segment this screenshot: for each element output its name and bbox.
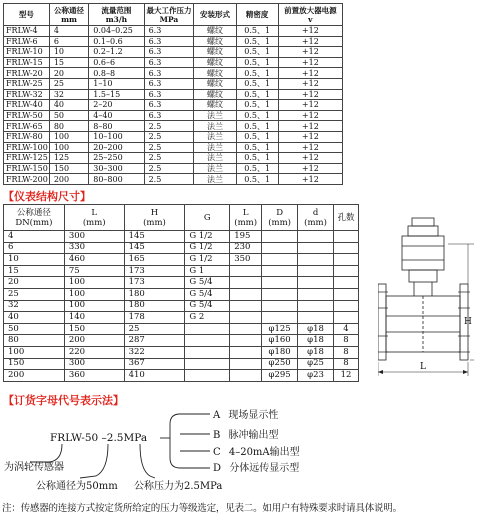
table-cell — [230, 288, 262, 300]
table-cell: φ250 — [262, 358, 298, 370]
table-cell — [298, 231, 334, 243]
table-cell — [185, 335, 230, 347]
table-cell: 230 — [230, 242, 262, 254]
dimension-table-header-cell: 公称通径 DN(mm) — [4, 205, 65, 231]
table-cell: 173 — [124, 265, 185, 277]
drawing-label-l: L — [420, 362, 426, 372]
table-cell: 6.3 — [144, 78, 194, 89]
dimension-table-header-cell: G — [185, 205, 230, 231]
table-cell: 螺纹 — [194, 36, 236, 47]
table-cell: 法兰 — [194, 121, 236, 132]
table-cell: 1–10 — [89, 78, 144, 89]
label-sensor: 为涡轮传感器 — [4, 462, 64, 473]
table-cell — [334, 231, 359, 243]
table-cell: 20–200 — [89, 142, 144, 153]
table-row — [4, 153, 343, 164]
table-row — [4, 358, 359, 370]
table-row — [4, 47, 343, 58]
table-cell: 287 — [124, 335, 185, 347]
dimension-table-header-cell: 孔数 — [334, 205, 359, 231]
table-row — [4, 312, 359, 324]
table-cell — [334, 277, 359, 289]
label-pressure: 公称压力为2.5MPa — [134, 481, 223, 492]
table-cell: 2.5 — [144, 142, 194, 153]
table-cell: 125 — [49, 153, 88, 164]
table-cell: 0.6–6 — [89, 57, 144, 68]
table-cell: φ160 — [262, 335, 298, 347]
table-cell: 10–100 — [89, 131, 144, 142]
table-cell: 0.5、1 — [236, 47, 278, 58]
spec-table-header-cell: 公称通径 mm — [49, 4, 88, 26]
table-cell: 150 — [64, 323, 124, 335]
table-cell: 1.5–15 — [89, 89, 144, 100]
table-cell — [334, 300, 359, 312]
table-cell: 6 — [49, 36, 88, 47]
table-row — [4, 370, 359, 382]
dimension-table-header-cell: L (mm) — [64, 205, 124, 231]
table-cell: 100 — [64, 300, 124, 312]
spec-table-header — [4, 4, 343, 26]
table-cell: 40 — [4, 312, 65, 324]
table-cell — [230, 265, 262, 277]
table-cell: FRLW-6 — [4, 36, 50, 47]
table-cell: FRLW-10 — [4, 47, 50, 58]
table-row — [4, 335, 359, 347]
dimension-table-header-cell: D (mm) — [262, 205, 298, 231]
table-cell: +12 — [278, 68, 342, 79]
table-cell: 0.8–8 — [89, 68, 144, 79]
table-cell — [185, 346, 230, 358]
table-cell — [334, 265, 359, 277]
table-cell: 178 — [124, 312, 185, 324]
table-cell: 0.5、1 — [236, 36, 278, 47]
table-cell — [230, 335, 262, 347]
table-cell: 300 — [64, 231, 124, 243]
table-cell: FRLW-50 — [4, 110, 50, 121]
table-cell: 140 — [64, 312, 124, 324]
table-cell: +12 — [278, 142, 342, 153]
order-code-connector-lines — [0, 400, 230, 495]
table-cell: 0.5、1 — [236, 68, 278, 79]
table-cell: 40 — [49, 100, 88, 111]
table-cell: φ125 — [262, 323, 298, 335]
table-row — [4, 100, 343, 111]
table-row — [4, 277, 359, 289]
table-cell: 0.5、1 — [236, 121, 278, 132]
order-option-label: 4–20mA输出型 — [228, 447, 300, 458]
table-cell: G 1 — [185, 265, 230, 277]
diameter-connector — [80, 444, 108, 478]
table-cell: 460 — [64, 254, 124, 266]
dimension-table-header-cell: H (mm) — [124, 205, 185, 231]
table-cell: 360 — [64, 370, 124, 382]
table-cell: G 1/2 — [185, 231, 230, 243]
table-cell: 200 — [49, 174, 88, 185]
table-row — [4, 288, 359, 300]
table-row — [4, 346, 359, 358]
table-cell: 180 — [124, 288, 185, 300]
table-cell — [298, 288, 334, 300]
table-cell: 32 — [49, 89, 88, 100]
table-cell: 100 — [4, 346, 65, 358]
table-row — [4, 121, 343, 132]
table-row — [4, 36, 343, 47]
table-cell: 10 — [49, 47, 88, 58]
table-row — [4, 231, 359, 243]
table-cell: 25–250 — [89, 153, 144, 164]
spec-table — [3, 3, 343, 185]
table-cell: 145 — [124, 242, 185, 254]
order-code-section-title: 【订货字母代号表示法】 — [3, 394, 124, 407]
pressure-connector — [140, 444, 155, 478]
table-cell: FRLW-40 — [4, 100, 50, 111]
table-cell: 0.2–1.2 — [89, 47, 144, 58]
table-cell: 10 — [4, 254, 65, 266]
table-cell — [262, 242, 298, 254]
table-cell: φ18 — [298, 335, 334, 347]
table-cell — [334, 288, 359, 300]
table-row — [4, 323, 359, 335]
table-cell — [230, 346, 262, 358]
table-cell: 30–300 — [89, 163, 144, 174]
dimension-table-header-cell: d (mm) — [298, 205, 334, 231]
table-cell: 0.5、1 — [236, 110, 278, 121]
table-cell: 螺纹 — [194, 78, 236, 89]
table-row — [4, 131, 343, 142]
table-cell: 法兰 — [194, 131, 236, 142]
table-cell: 6.3 — [144, 47, 194, 58]
table-cell: 2.5 — [144, 121, 194, 132]
table-cell: +12 — [278, 78, 342, 89]
table-cell: 螺纹 — [194, 57, 236, 68]
table-cell: 法兰 — [194, 174, 236, 185]
table-cell — [262, 231, 298, 243]
dimension-table-header — [4, 205, 359, 231]
table-cell: 螺纹 — [194, 26, 236, 37]
table-cell — [185, 323, 230, 335]
table-cell: 367 — [124, 358, 185, 370]
table-cell: 2.5 — [144, 174, 194, 185]
table-cell: FRLW-150 — [4, 163, 50, 174]
table-cell: 100 — [64, 288, 124, 300]
table-cell: 0.04–0.25 — [89, 26, 144, 37]
table-cell: φ23 — [298, 370, 334, 382]
table-row — [4, 300, 359, 312]
table-cell: 0.5、1 — [236, 174, 278, 185]
table-cell: 100 — [49, 131, 88, 142]
label-diameter: 公称通径为50mm — [36, 481, 118, 492]
table-cell: 15 — [49, 57, 88, 68]
table-cell: 0.5、1 — [236, 78, 278, 89]
table-cell — [298, 300, 334, 312]
table-row — [4, 163, 343, 174]
dimension-table-body — [4, 231, 359, 382]
table-cell: +12 — [278, 36, 342, 47]
table-row — [4, 265, 359, 277]
table-row — [4, 174, 343, 185]
table-cell — [262, 288, 298, 300]
table-cell: FRLW-200 — [4, 174, 50, 185]
table-cell: 0.5、1 — [236, 57, 278, 68]
table-cell: +12 — [278, 89, 342, 100]
table-cell: 6 — [4, 242, 65, 254]
table-cell — [334, 242, 359, 254]
order-option-label: 分体远传显示型 — [229, 463, 300, 474]
table-cell: 2.5 — [144, 163, 194, 174]
table-cell: 20 — [49, 68, 88, 79]
spec-table-body — [4, 26, 343, 185]
table-cell — [262, 300, 298, 312]
table-cell — [262, 254, 298, 266]
table-cell: +12 — [278, 57, 342, 68]
table-cell: +12 — [278, 26, 342, 37]
table-cell: 25 — [124, 323, 185, 335]
table-cell: 25 — [49, 78, 88, 89]
table-cell: 6.3 — [144, 100, 194, 111]
table-cell: 0.5、1 — [236, 89, 278, 100]
table-cell: 80 — [49, 121, 88, 132]
table-cell: G 1/2 — [185, 242, 230, 254]
table-row — [4, 68, 343, 79]
table-cell: +12 — [278, 131, 342, 142]
table-cell: 螺纹 — [194, 89, 236, 100]
dimension-table-header-cell: L (mm) — [230, 205, 262, 231]
table-cell — [334, 254, 359, 266]
table-cell: 0.5、1 — [236, 131, 278, 142]
table-cell: 0.5、1 — [236, 153, 278, 164]
table-cell: 4 — [49, 26, 88, 37]
table-cell: FRLW-20 — [4, 68, 50, 79]
table-cell: +12 — [278, 153, 342, 164]
sensor-head-body — [408, 226, 438, 236]
drawing-label-h: H — [464, 317, 472, 327]
order-code-string: FRLW-50 –2.5MPa — [50, 432, 148, 444]
table-cell: G 5/4 — [185, 300, 230, 312]
table-row — [4, 26, 343, 37]
table-cell: φ18 — [298, 346, 334, 358]
table-cell: FRLW-15 — [4, 57, 50, 68]
table-row — [4, 78, 343, 89]
table-cell — [262, 277, 298, 289]
spec-table-header-cell: 流量范围 m3/h — [89, 4, 144, 26]
spec-table-header-cell: 最大工作压力 MPa — [144, 4, 194, 26]
table-cell — [185, 370, 230, 382]
footnote: 注：传感器的连接方式按定货所给定的压力等级选定，见表二。如用户有特殊要求时请具体说明。 — [2, 503, 402, 514]
table-row — [4, 242, 359, 254]
order-option-letter: C — [213, 447, 221, 458]
table-cell: 300 — [64, 358, 124, 370]
table-cell: 6.3 — [144, 36, 194, 47]
table-cell: +12 — [278, 174, 342, 185]
left-flange — [378, 284, 386, 360]
table-cell: G 5/4 — [185, 288, 230, 300]
table-cell: 0.5、1 — [236, 100, 278, 111]
table-cell: 螺纹 — [194, 100, 236, 111]
order-option-label: 脉冲输出型 — [228, 430, 279, 441]
table-cell: 6.3 — [144, 89, 194, 100]
table-cell: 6.3 — [144, 110, 194, 121]
table-cell: 20 — [4, 277, 65, 289]
table-cell — [230, 300, 262, 312]
table-cell: +12 — [278, 47, 342, 58]
table-cell: 200 — [4, 370, 65, 382]
spec-table-header-cell: 安装形式 — [194, 4, 236, 26]
table-cell: 4 — [334, 323, 359, 335]
table-cell: 100 — [49, 142, 88, 153]
table-cell: FRLW-100 — [4, 142, 50, 153]
table-cell: φ18 — [298, 323, 334, 335]
table-cell: 6.3 — [144, 57, 194, 68]
table-row — [4, 254, 359, 266]
dimension-section-title: 【仪表结构尺寸】 — [3, 190, 91, 203]
table-cell: 8 — [334, 335, 359, 347]
table-cell: 2–20 — [89, 100, 144, 111]
options-bracket — [170, 414, 180, 468]
table-cell: FRLW-25 — [4, 78, 50, 89]
table-cell — [230, 370, 262, 382]
table-cell: 8 — [334, 346, 359, 358]
table-row — [4, 57, 343, 68]
table-cell: 150 — [4, 358, 65, 370]
table-cell: 75 — [64, 265, 124, 277]
table-cell: 8–80 — [89, 121, 144, 132]
table-cell: G 1/2 — [185, 254, 230, 266]
table-cell: 0.5、1 — [236, 163, 278, 174]
order-option-letter: D — [213, 463, 222, 474]
table-cell: 6.3 — [144, 68, 194, 79]
table-cell: 173 — [124, 277, 185, 289]
order-option-letter: A — [213, 410, 221, 421]
table-cell: 32 — [4, 300, 65, 312]
table-cell: φ25 — [298, 358, 334, 370]
amplifier-box — [402, 236, 444, 270]
table-cell: 2.5 — [144, 153, 194, 164]
table-cell — [230, 312, 262, 324]
table-cell: 8 — [334, 358, 359, 370]
table-cell: 4–40 — [89, 110, 144, 121]
table-cell: 法兰 — [194, 153, 236, 164]
table-cell — [298, 265, 334, 277]
table-cell: 25 — [4, 288, 65, 300]
table-row — [4, 142, 343, 153]
sensor-head-cap — [412, 218, 434, 226]
table-cell: 0.5、1 — [236, 26, 278, 37]
table-cell — [298, 312, 334, 324]
neck-block — [409, 270, 437, 282]
table-cell: 100 — [64, 277, 124, 289]
order-option-label: 现场显示性 — [228, 410, 279, 421]
table-cell: 145 — [124, 231, 185, 243]
table-cell: +12 — [278, 110, 342, 121]
dimension-table — [3, 204, 359, 382]
table-cell: 322 — [124, 346, 185, 358]
table-cell: 220 — [64, 346, 124, 358]
table-cell — [298, 277, 334, 289]
table-cell: 50 — [4, 323, 65, 335]
table-cell — [298, 254, 334, 266]
sensor-dimension-drawing — [378, 216, 476, 382]
table-cell: FRLW-65 — [4, 121, 50, 132]
table-cell: +12 — [278, 100, 342, 111]
table-cell: 80–800 — [89, 174, 144, 185]
table-cell: 350 — [230, 254, 262, 266]
table-cell: 6.3 — [144, 26, 194, 37]
table-cell: 螺纹 — [194, 68, 236, 79]
table-cell: 0.1–0.6 — [89, 36, 144, 47]
table-cell: FRLW-32 — [4, 89, 50, 100]
table-cell — [230, 277, 262, 289]
table-cell: 法兰 — [194, 142, 236, 153]
table-cell: 4 — [4, 231, 65, 243]
table-cell: 15 — [4, 265, 65, 277]
table-cell: φ295 — [262, 370, 298, 382]
spec-table-header-cell: 精密度 — [236, 4, 278, 26]
table-cell: 165 — [124, 254, 185, 266]
table-cell: 200 — [64, 335, 124, 347]
table-cell: +12 — [278, 163, 342, 174]
table-cell: 法兰 — [194, 163, 236, 174]
table-cell: 法兰 — [194, 110, 236, 121]
table-cell: FRLW-125 — [4, 153, 50, 164]
table-cell — [262, 265, 298, 277]
table-cell — [262, 312, 298, 324]
table-cell: 195 — [230, 231, 262, 243]
table-cell: 180 — [124, 300, 185, 312]
table-row — [4, 89, 343, 100]
table-cell: 80 — [4, 335, 65, 347]
table-cell — [230, 358, 262, 370]
table-cell — [334, 312, 359, 324]
spec-table-header-cell: 型号 — [4, 4, 50, 26]
table-cell: 12 — [334, 370, 359, 382]
table-cell: G 2 — [185, 312, 230, 324]
table-cell: 0.5、1 — [236, 142, 278, 153]
spec-table-header-cell: 前置放大器电源 v — [278, 4, 342, 26]
table-cell: G 5/4 — [185, 277, 230, 289]
table-cell — [185, 358, 230, 370]
table-cell — [230, 323, 262, 335]
table-cell: 2.5 — [144, 131, 194, 142]
table-cell: 50 — [49, 110, 88, 121]
table-cell: +12 — [278, 121, 342, 132]
table-cell: φ180 — [262, 346, 298, 358]
table-cell: 螺纹 — [194, 47, 236, 58]
table-cell: 150 — [49, 163, 88, 174]
sensor-connector — [30, 444, 62, 462]
table-cell: FRLW-80 — [4, 131, 50, 142]
table-cell: 330 — [64, 242, 124, 254]
table-row — [4, 110, 343, 121]
table-cell: FRLW-4 — [4, 26, 50, 37]
table-cell: 410 — [124, 370, 185, 382]
order-option-letter: B — [213, 430, 221, 441]
table-cell — [298, 242, 334, 254]
